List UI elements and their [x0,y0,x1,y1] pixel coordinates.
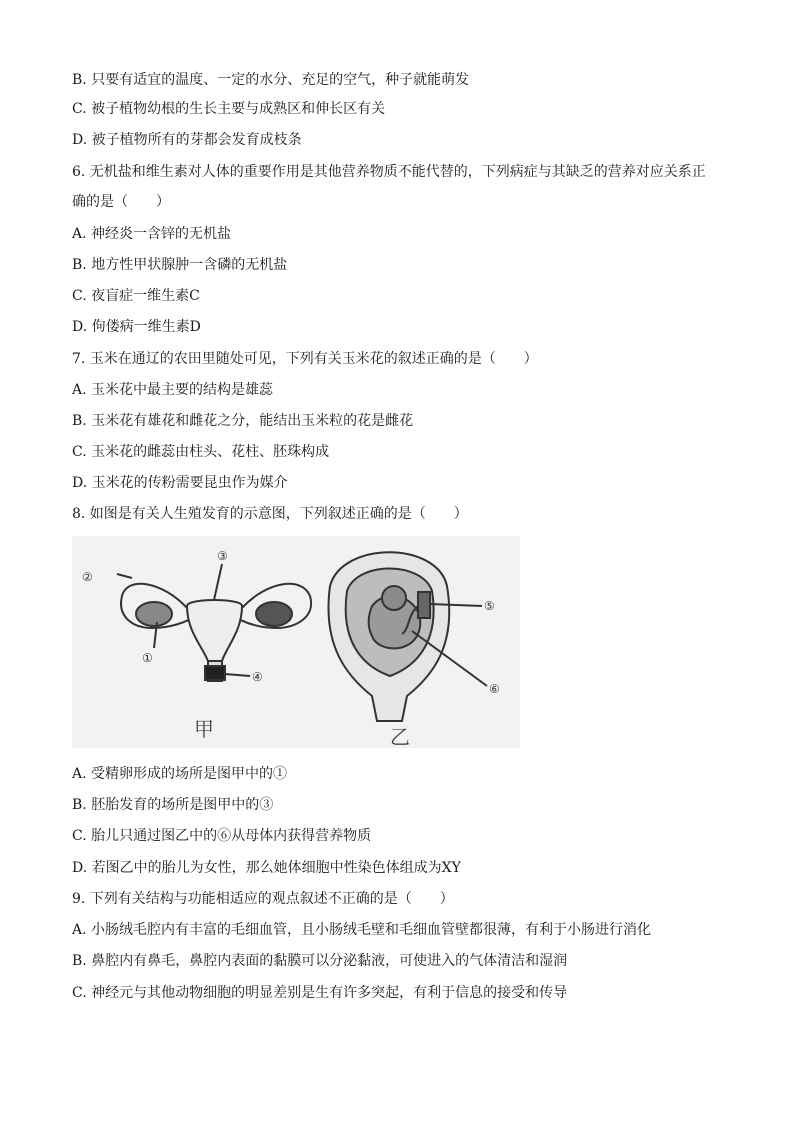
option-c: C. 胎儿只通过图乙中的⑥从母体内获得营养物质 [72,828,372,844]
text-line: 确的是（ ） [72,194,170,210]
reproduction-figure [72,536,520,748]
label-2: ② [82,570,93,584]
question-8: 8. 如图是有关人生殖发育的示意图，下列叙述正确的是（ ） [72,506,468,522]
option-c: C. 玉米花的雌蕊由柱头、花柱、胚珠构成 [72,444,330,460]
text-line: C. 被子植物幼根的生长主要与成熟区和伸长区有关 [72,101,386,117]
question-7: 7. 玉米在通辽的农田里随处可见，下列有关玉米花的叙述正确的是（ ） [72,351,538,367]
label-4: ④ [252,670,263,684]
option-a: A. 玉米花中最主要的结构是雄蕊 [72,382,274,398]
option-b: B. 胚胎发育的场所是图甲中的③ [72,797,274,813]
label-1: ① [142,651,153,665]
figure-yi-diagram [328,552,487,721]
option-a: A. 小肠绒毛腔内有丰富的毛细血管，且小肠绒毛壁和毛细血管壁都很薄，有利于小肠进行消化 [72,922,652,938]
question-9: 9. 下列有关结构与功能相适应的观点叙述不正确的是（ ） [72,891,454,907]
caption-jia: 甲 [194,717,214,741]
option-d: D. 若图乙中的胎儿为女性，那么她体细胞中性染色体组成为XY [72,860,461,876]
caption-yi: 乙 [390,725,410,748]
text-line: D. 被子植物所有的芽都会发育成枝条 [72,132,302,148]
option-b: B. 鼻腔内有鼻毛，鼻腔内表面的黏膜可以分泌黏液，可使进入的气体清洁和湿润 [72,953,568,969]
option-c: C. 神经元与其他动物细胞的明显差别是生有许多突起，有利于信息的接受和传导 [72,985,568,1001]
label-6: ⑥ [489,682,500,696]
option-b: B. 玉米花有雄花和雌花之分，能结出玉米粒的花是雌花 [72,413,414,429]
text-line: B. 只要有适宜的温度、一定的水分、充足的空气，种子就能萌发 [72,72,470,88]
option-b: B. 地方性甲状腺肿一含磷的无机盐 [72,257,288,273]
label-5: ⑤ [484,599,495,613]
option-a: A. 受精卵形成的场所是图甲中的① [72,766,288,782]
option-d: D. 佝偻病一维生素D [72,319,201,335]
option-a: A. 神经炎一含锌的无机盐 [72,226,232,242]
option-d: D. 玉米花的传粉需要昆虫作为媒介 [72,475,288,491]
option-c: C. 夜盲症一维生素C [72,288,200,304]
label-3: ③ [217,549,228,563]
question-6: 6. 无机盐和维生素对人体的重要作用是其他营养物质不能代替的，下列病症与其缺乏的营养对应关系正 [72,164,706,180]
